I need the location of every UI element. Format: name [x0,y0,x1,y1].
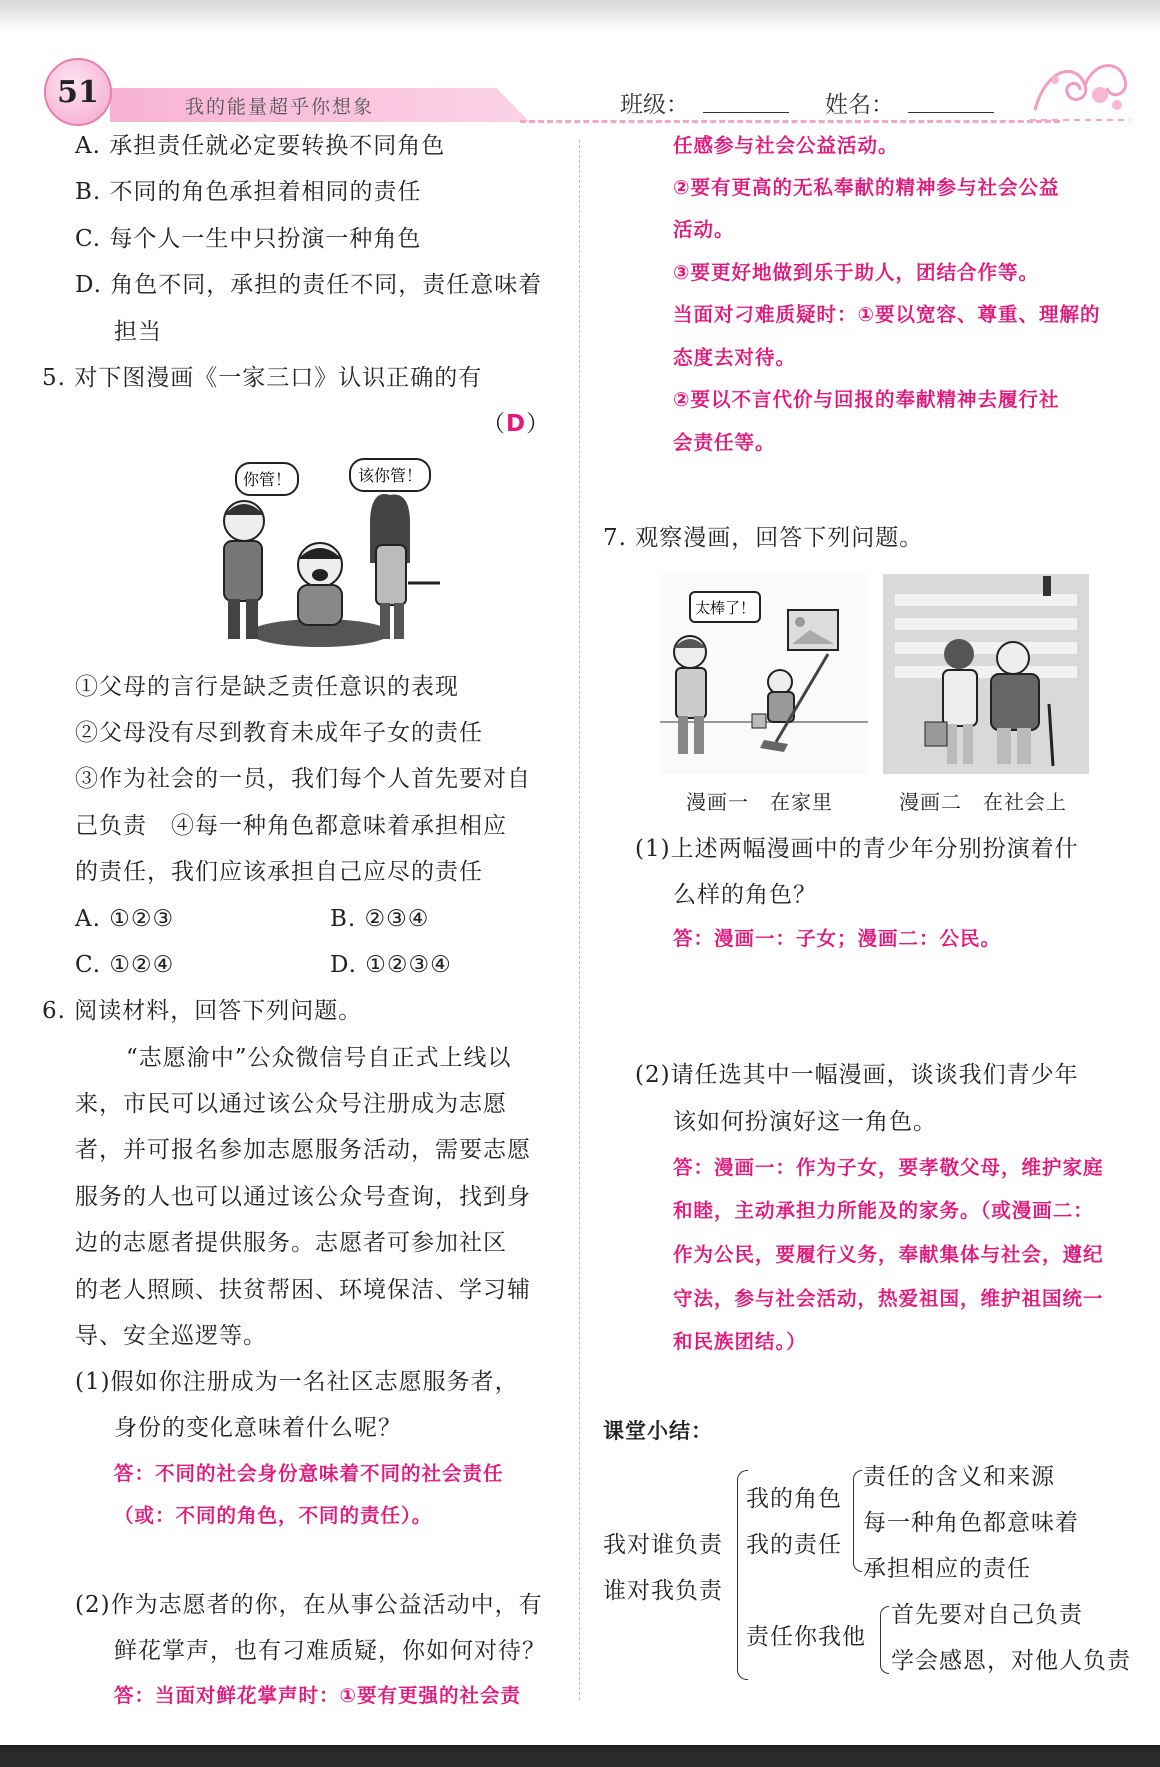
q5-statement-5: 的责任，我们应该承担自己应尽的责任 [75,859,483,885]
q6-answer1-line1: 答：不同的社会身份意味着不同的社会责任 [114,1462,504,1485]
q5-stem: 5. 对下图漫画《一家三口》认识正确的有 [42,365,483,391]
q6-answer2-cont-4: ③要更好地做到乐于助人，团结合作等。 [673,261,1040,284]
q7-answer2-line4: 守法，参与社会活动，热爱祖国，维护祖国统一 [673,1287,1104,1310]
cartoon-at-home-image [660,574,868,774]
bracket-open: （ [482,411,506,437]
column-divider [579,140,580,1700]
q6-answer1-line2: （或：不同的角色，不同的责任）。 [114,1504,433,1527]
q6-stem: 6. 阅读材料，回答下列问题。 [42,998,363,1024]
q7-answer2-line5: 和民族团结。） [673,1330,807,1353]
q4-option-a: A. 承担责任就必定要转换不同角色 [75,133,446,159]
q6-answer2-cont-5: 当面对刁难质疑时：①要以宽容、尊重、理解的 [673,303,1101,326]
q5-statement-2: ②父母没有尽到教育未成年子女的责任 [75,720,483,746]
q5-statement-1: ①父母的言行是缺乏责任意识的表现 [75,674,459,700]
q7-sub1-line2: 么样的角色？ [673,882,817,908]
family-cartoon-image [178,453,461,653]
q5-option-c: C. ①②④ [75,952,175,978]
caption-cartoon-2: 漫画二 在社会上 [899,790,1067,814]
q5-answer-bracket [482,409,550,439]
q6-material-6: 的老人照顾、扶贫帮困、环境保洁、学习辅 [75,1277,531,1303]
q6-sub1-line2: 身份的变化意味着什么呢？ [114,1415,402,1441]
q6-answer2-cont-3: 活动。 [673,218,735,241]
q6-answer2-cont-2: ②要有更高的无私奉献的精神参与社会公益 [673,176,1060,199]
summary-item-self: 首先要对自己负责 [891,1602,1083,1628]
name-label: 姓名： [825,92,894,118]
q6-sub1-line1: (1)假如你注册成为一名社区志愿服务者， [75,1369,519,1395]
q7-answer2-line3: 作为公民，要履行义务，奉献集体与社会，遵纪 [673,1243,1104,1266]
q7-stem: 7. 观察漫画，回答下列问题。 [603,525,924,551]
q6-material-7: 导、安全巡逻等。 [75,1323,267,1349]
q4-option-b: B. 不同的角色承担着相同的责任 [75,179,422,205]
q6-sub2-line2: 鲜花掌声，也有刁难质疑，你如何对待？ [114,1638,546,1664]
page-number-badge [44,58,112,126]
summary-branch-you-me-him: 责任你我他 [746,1624,866,1650]
q6-material-1: “志愿渝中”公众微信号自正式上线以 [126,1045,512,1071]
top-shade [0,0,1160,32]
summary-branch-role: 我的角色 [746,1486,842,1512]
q5-answer: D [506,411,527,437]
header-dashed-line [520,120,1060,123]
bracket-close: ） [526,411,551,437]
summary-brace-lower [880,1606,889,1674]
q7-sub1-line1: (1)上述两幅漫画中的青少年分别扮演着什 [635,836,1079,862]
q6-material-5: 边的志愿者提供服务。志愿者可参加社区 [75,1230,507,1256]
q4-option-d-cont: 担当 [114,319,162,345]
class-blank[interactable] [703,112,789,113]
q7-answer1: 答：漫画一：子女；漫画二：公民。 [673,927,1002,950]
bubble-ni-guan: 你管！ [242,470,292,489]
summary-root-2: 谁对我负责 [603,1578,723,1604]
summary-brace-upper [853,1470,862,1572]
flower-ornament-icon [1025,50,1135,125]
caption-cartoon-1: 漫画一 在家里 [686,790,833,814]
q5-statement-3: ③作为社会的一员，我们每个人首先要对自 [75,766,531,792]
summary-branch-responsibility: 我的责任 [746,1532,842,1558]
page-number: 51 [57,74,99,110]
q7-sub2-line1: (2)请任选其中一幅漫画，谈谈我们青少年 [635,1062,1079,1088]
q6-material-2: 来，市民可以通过该公众号注册成为志愿 [75,1091,507,1117]
class-label: 班级： [620,92,689,118]
summary-root-1: 我对谁负责 [603,1532,723,1558]
q5-option-b: B. ②③④ [330,906,430,932]
q7-sub2-line2: 该如何扮演好这一角色。 [673,1109,937,1135]
q5-option-d: D. ①②③④ [330,952,452,978]
q6-answer2-cont-6: 态度去对待。 [673,346,797,369]
q4-option-d: D. 角色不同，承担的责任不同，责任意味着 [75,272,543,298]
summary-title: 课堂小结： [603,1419,713,1443]
header-slogan: 我的能量超乎你想象 [185,96,375,118]
q6-material-3: 者，并可报名参加志愿服务活动，需要志愿 [75,1137,531,1163]
summary-item-bear: 承担相应的责任 [863,1556,1031,1582]
q7-answer2-line2: 和睦，主动承担力所能及的家务。（或漫画二： [673,1199,1094,1222]
bubble-tai-bang-le: 太棒了！ [694,599,756,617]
q6-sub2-line1: (2)作为志愿者的你，在从事公益活动中，有 [75,1592,543,1618]
q6-answer2-cont-1: 任感参与社会公益活动。 [673,134,899,157]
q5-statement-4: 己负责 ④每一种角色都意味着承担相应 [75,813,507,839]
bubble-gai-ni-guan: 该你管！ [357,466,423,485]
q5-option-a: A. ①②③ [75,906,175,932]
q6-answer2-cont-8: 会责任等。 [673,431,776,454]
page-header [40,50,1120,130]
summary-item-every-role: 每一种角色都意味着 [863,1510,1079,1536]
summary-item-others: 学会感恩，对他人负责 [891,1648,1131,1674]
q7-answer2-line1: 答：漫画一：作为子女，要孝敬父母，维护家庭 [673,1156,1104,1179]
q6-material-4: 服务的人也可以通过该公众号查询，找到身 [75,1184,531,1210]
q4-option-c: C. 每个人一生中只扮演一种角色 [75,226,422,252]
cartoon-in-society-image [883,574,1089,774]
summary-item-meaning: 责任的含义和来源 [863,1464,1055,1490]
name-blank[interactable] [908,112,994,113]
q6-answer2-cont-7: ②要以不言代价与回报的奉献精神去履行社 [673,388,1060,411]
q6-answer2-line1: 答：当面对鲜花掌声时：①要有更强的社会责 [114,1684,522,1707]
